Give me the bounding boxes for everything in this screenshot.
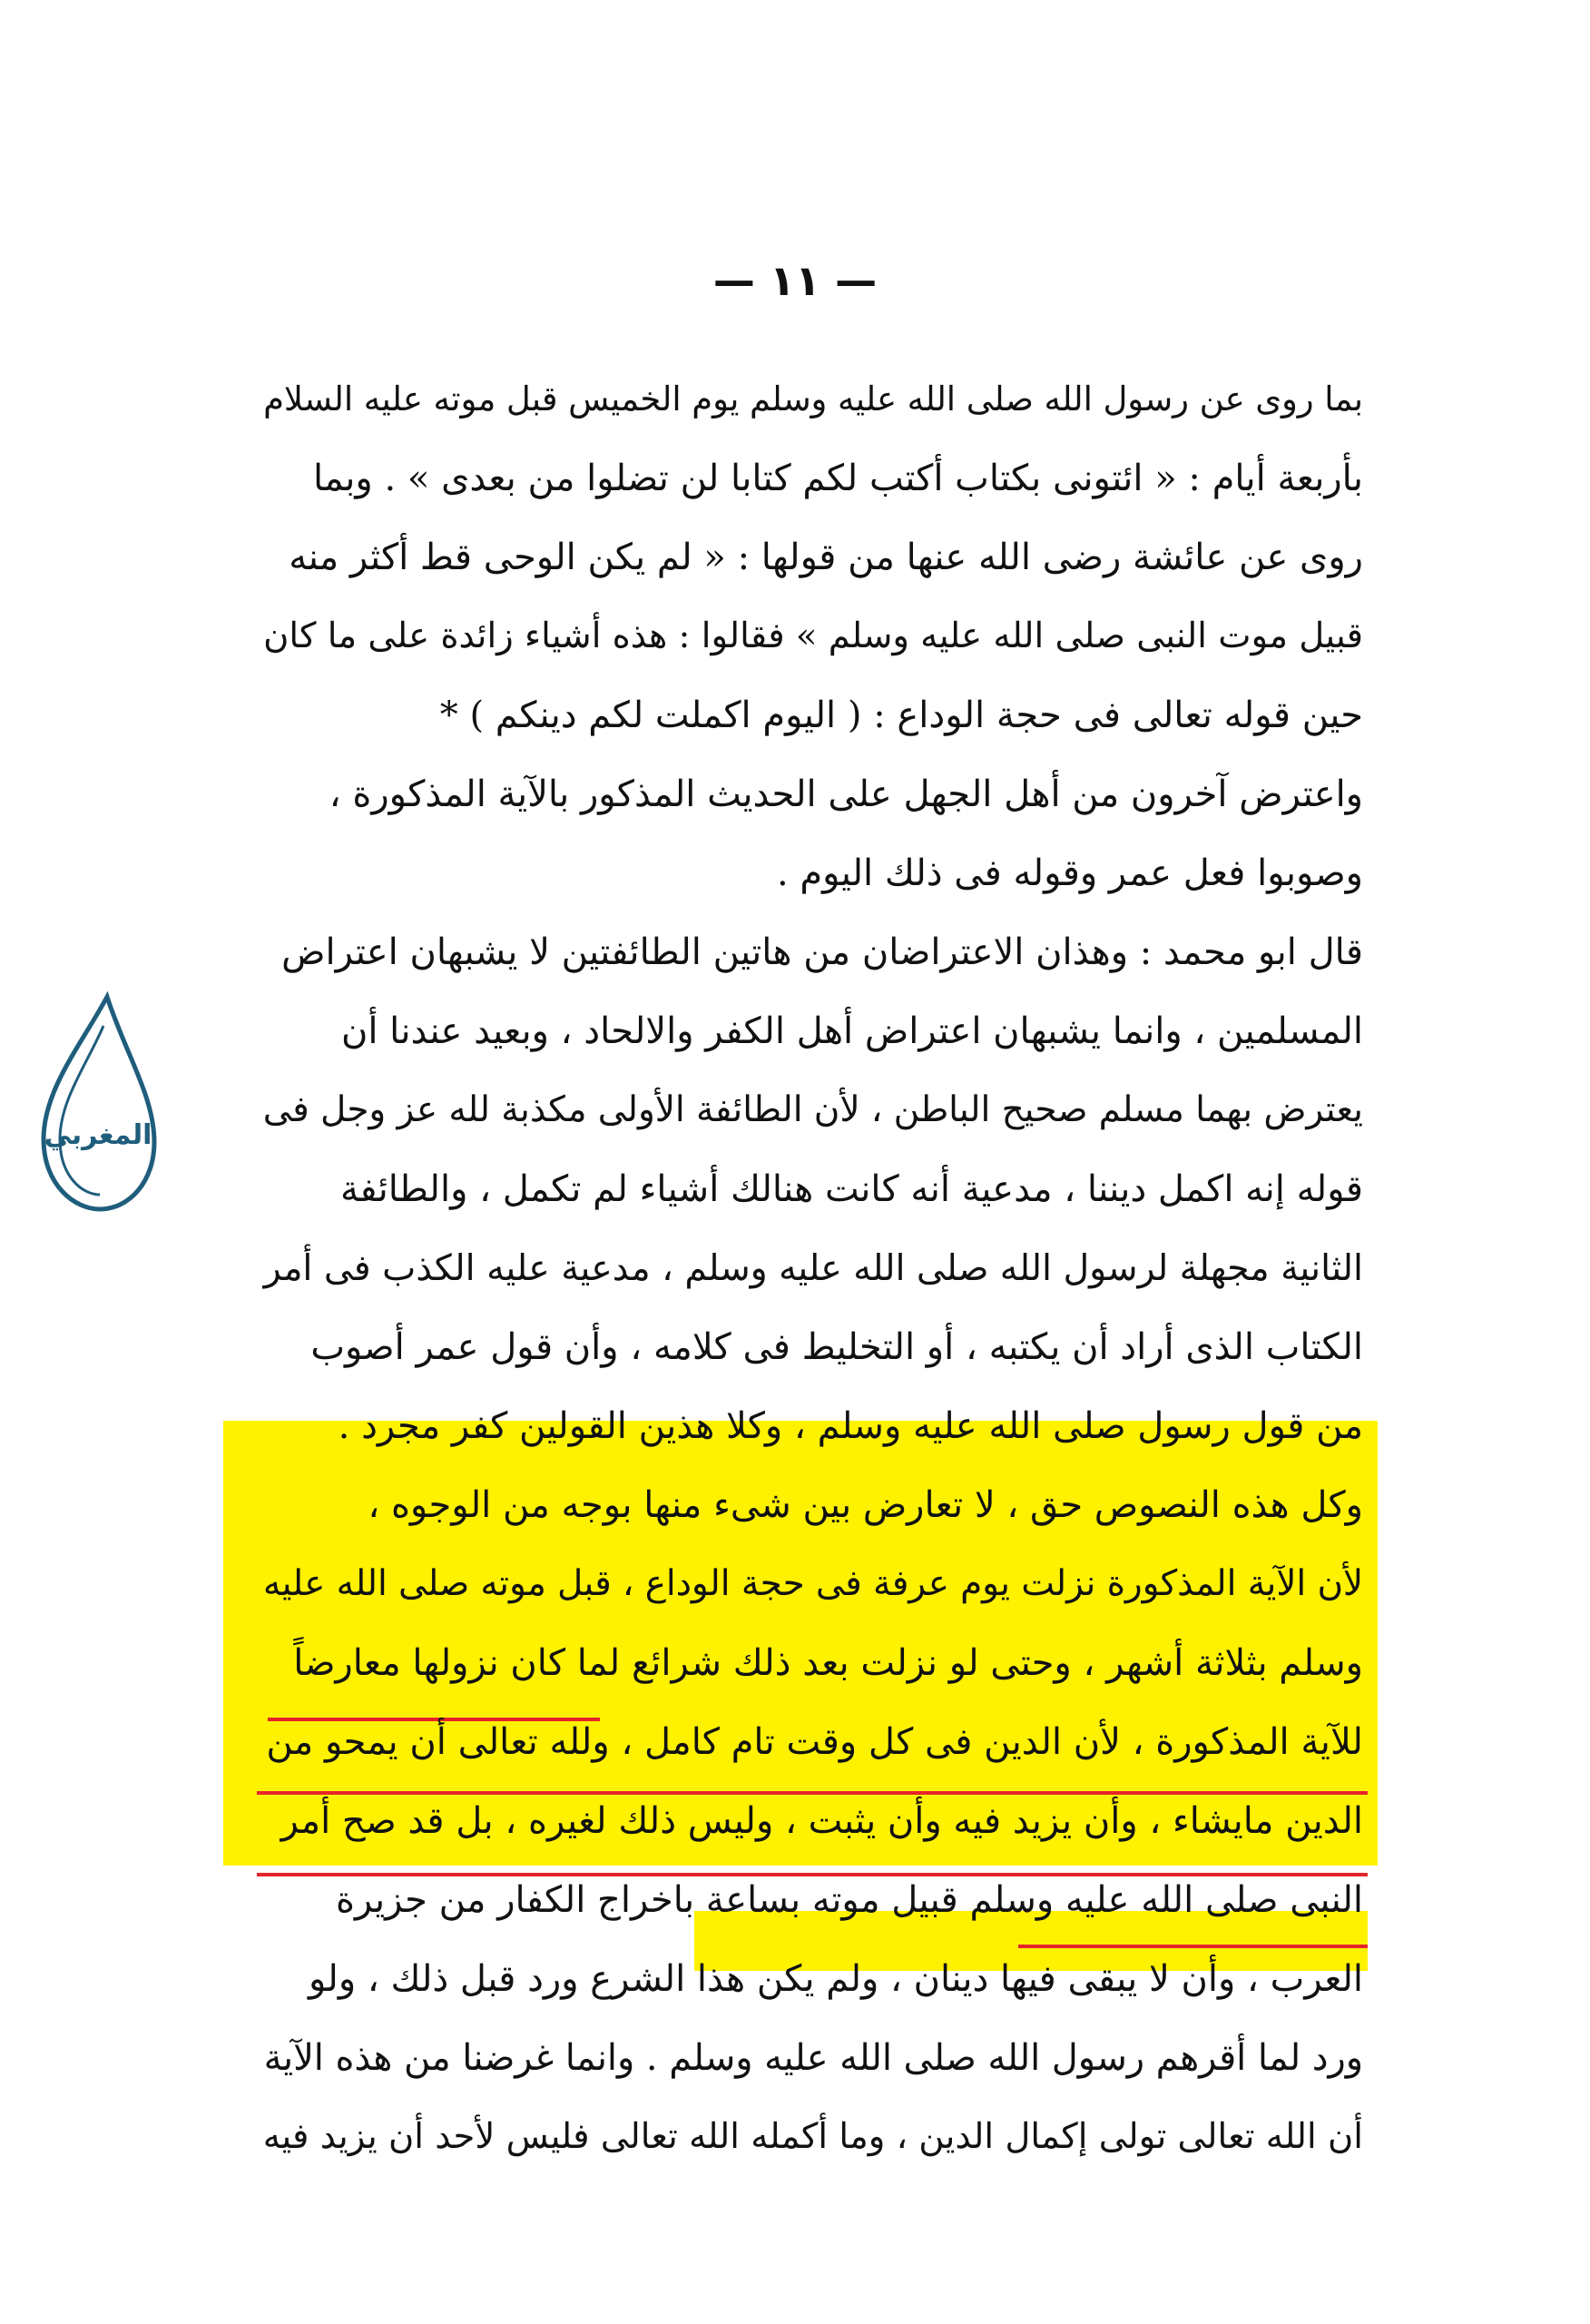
text-line: قال ابو محمد : وهذان الاعتراضان من هاتين الطائفتين لا يشبهان اعتراض bbox=[281, 931, 1363, 973]
text-line: ورد لما أقرهم رسول الله صلى الله عليه وسلم . وانما غرضنا من هذه الآية bbox=[263, 2037, 1363, 2079]
text-line: وكل هذه النصوص حق ، لا تعارض بين شىء منها بوجه من الوجوه ، bbox=[368, 1484, 1363, 1526]
text-line: قوله إنه اكمل ديننا ، مدعية أنه كانت هنالك أشياء لم تكمل ، والطائفة bbox=[339, 1168, 1363, 1210]
text-line: واعترض آخرون من أهل الجهل على الحديث المذكور بالآية المذكورة ، bbox=[329, 773, 1363, 815]
text-line: النبى صلى الله عليه وسلم قبيل موته بساعة باخراج الكفار من جزيرة bbox=[335, 1879, 1363, 1921]
text-line: حين قوله تعالى فى حجة الوداع : ( اليوم اكملت لكم دينكم ) * bbox=[439, 694, 1363, 736]
text-line: العرب ، وأن لا يبقى فيها دينان ، ولم يكن هذا الشرع ورد قبل ذلك ، ولو bbox=[308, 1958, 1363, 2000]
text-line: وسلم بثلاثة أشهر ، وحتى لو نزلت بعد ذلك شرائع لما كان نزولها معارضاً bbox=[293, 1642, 1363, 1684]
text-line: الثانية مجهلة لرسول الله صلى الله عليه وسلم ، مدعية عليه الكذب فى أمر bbox=[263, 1247, 1363, 1289]
watermark-logo bbox=[27, 990, 168, 1216]
text-line: قبيل موت النبى صلى الله عليه وسلم » فقالوا : هذه أشياء زائدة على ما كان bbox=[263, 615, 1363, 656]
text-line: من قول رسول صلى الله عليه وسلم ، وكلا هذين القولين كفر مجرد . bbox=[338, 1405, 1363, 1447]
text-line: يعترض بهما مسلم صحيح الباطن ، لأن الطائفة الأولى مكذبة لله عز وجل فى bbox=[262, 1089, 1363, 1130]
text-line: روى عن عائشة رضى الله عنها من قولها : « لم يكن الوحى قط أكثر منه bbox=[289, 537, 1363, 578]
text-line: بأربعة أيام : « ائتونى بكتاب أكتب لكم كتابا لن تضلوا من بعدى » . وبما bbox=[312, 458, 1363, 499]
text-line: لأن الآية المذكورة نزلت يوم عرفة فى حجة الوداع ، قبل موته صلى الله عليه bbox=[262, 1563, 1363, 1604]
red-underline-4 bbox=[1018, 1945, 1368, 1948]
text-line: أن الله تعالى تولى إكمال الدين ، وما أكمله الله تعالى فليس لأحد أن يزيد فيه bbox=[262, 2116, 1363, 2157]
svg-text:المغربي: المغربي bbox=[44, 1119, 152, 1151]
text-line: للآية المذكورة ، لأن الدين فى كل وقت تام كامل ، ولله تعالى أن يمحو من bbox=[266, 1721, 1363, 1763]
text-line: بما روى عن رسول الله صلى الله عليه وسلم يوم الخميس قبل موته عليه السلام bbox=[263, 379, 1363, 419]
page-number: — ١١ — bbox=[712, 256, 878, 305]
text-line: وصوبوا فعل عمر وقوله فى ذلك اليوم . bbox=[776, 852, 1363, 894]
text-line: المسلمين ، وانما يشبهان اعتراض أهل الكفر والالحاد ، وبعيد عندنا أن bbox=[340, 1010, 1363, 1052]
red-underline-2 bbox=[257, 1791, 1368, 1795]
text-line: الكتاب الذى أراد أن يكتبه ، أو التخليط فى كلامه ، وأن قول عمر أصوب bbox=[310, 1326, 1363, 1368]
text-line: الدين مايشاء ، وأن يزيد فيه وأن يثبت ، وليس ذلك لغيره ، بل قد صح أمر bbox=[280, 1800, 1363, 1842]
